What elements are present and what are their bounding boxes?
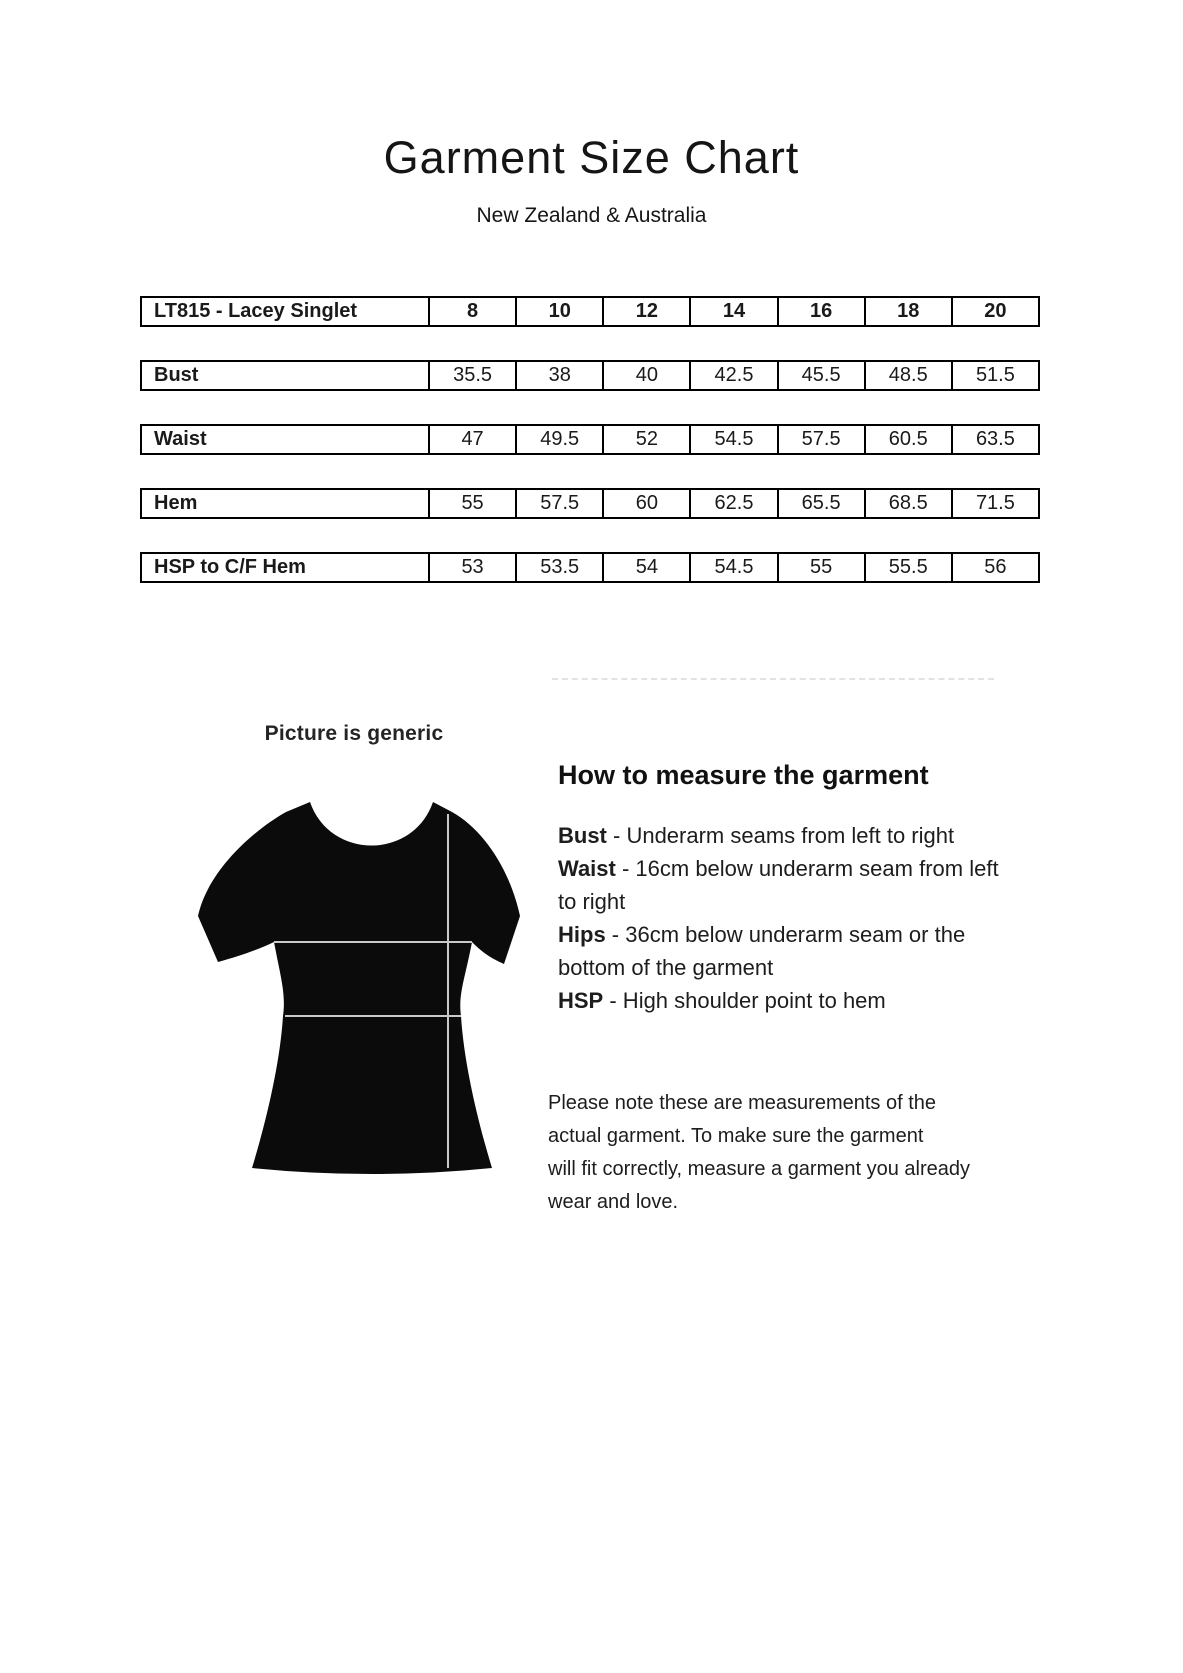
guide-term: Waist xyxy=(558,856,616,881)
measurement-value-cell: 55.5 xyxy=(864,554,951,581)
measure-note xyxy=(548,1087,1018,1219)
size-header-cell: 14 xyxy=(689,298,776,325)
measurement-value-cell: 53 xyxy=(428,554,515,581)
size-header-cell: 10 xyxy=(515,298,602,325)
measurement-value-cell: 57.5 xyxy=(777,426,864,453)
size-header-cell: 16 xyxy=(777,298,864,325)
measurement-label-cell: HSP to C/F Hem xyxy=(154,556,306,578)
guide-item xyxy=(558,922,965,980)
guide-description: - High shoulder point to hem xyxy=(603,988,886,1013)
measurement-value-cell: 65.5 xyxy=(777,490,864,517)
garment-figure xyxy=(178,722,530,1176)
measurement-value-cell: 54 xyxy=(602,554,689,581)
guide-item xyxy=(558,856,999,914)
measurement-value-cell: 54.5 xyxy=(689,426,776,453)
guide-term: Hips xyxy=(558,922,606,947)
note-line: will fit correctly, measure a garment you already xyxy=(548,1158,971,1180)
measurement-value-cell: 55 xyxy=(428,490,515,517)
measurement-value-cell: 47 xyxy=(428,426,515,453)
note-line: wear and love. xyxy=(548,1191,679,1213)
product-name-cell: LT815 - Lacey Singlet xyxy=(154,300,358,322)
size-chart-table xyxy=(140,296,1040,616)
measurement-value-cell: 54.5 xyxy=(689,554,776,581)
measurement-value-cell: 38 xyxy=(515,362,602,389)
measurement-value-cell: 68.5 xyxy=(864,490,951,517)
guide-item xyxy=(558,988,886,1013)
measurement-value-cell: 40 xyxy=(602,362,689,389)
measurement-value-cell: 49.5 xyxy=(515,426,602,453)
guide-term: HSP xyxy=(558,988,604,1013)
measurement-value-cell: 57.5 xyxy=(515,490,602,517)
measurement-label-cell: Hem xyxy=(154,492,198,514)
measurement-label-cell: Bust xyxy=(154,364,199,386)
tshirt-image xyxy=(182,754,526,1176)
measurement-value-cell: 51.5 xyxy=(951,362,1038,389)
note-line: Please note these are measurements of the xyxy=(548,1092,937,1114)
measurement-value-cell: 60 xyxy=(602,490,689,517)
size-header-cell: 12 xyxy=(602,298,689,325)
measurement-value-cell: 45.5 xyxy=(777,362,864,389)
measurement-value-cell: 62.5 xyxy=(689,490,776,517)
measurement-value-cell: 48.5 xyxy=(864,362,951,389)
measurement-value-cell: 35.5 xyxy=(428,362,515,389)
measure-guide-items xyxy=(558,819,1020,1017)
size-header-cell: 18 xyxy=(864,298,951,325)
note-line: actual garment. To make sure the garment xyxy=(548,1125,924,1147)
size-header-row xyxy=(140,296,1040,327)
size-header-cell: 20 xyxy=(951,298,1038,325)
measurement-value-cell: 63.5 xyxy=(951,426,1038,453)
measurement-label-cell: Waist xyxy=(154,428,207,450)
guide-term: Bust xyxy=(558,823,607,848)
measure-guide xyxy=(548,760,1018,1219)
measurement-value-cell: 71.5 xyxy=(951,490,1038,517)
measurement-row xyxy=(140,552,1040,583)
figure-caption: Picture is generic xyxy=(264,722,444,745)
measurement-row xyxy=(140,488,1040,519)
page-title: Garment Size Chart xyxy=(383,132,800,183)
measurement-row xyxy=(140,424,1040,455)
measurement-row xyxy=(140,360,1040,391)
tshirt-silhouette xyxy=(198,802,520,1174)
measurement-value-cell: 55 xyxy=(777,554,864,581)
guide-description: - 16cm below underarm seam from left to right xyxy=(558,856,999,914)
size-header-cell: 8 xyxy=(428,298,515,325)
measurement-value-cell: 56 xyxy=(951,554,1038,581)
measurement-value-cell: 52 xyxy=(602,426,689,453)
guide-item xyxy=(558,823,954,848)
measurement-value-cell: 53.5 xyxy=(515,554,602,581)
measurement-value-cell: 42.5 xyxy=(689,362,776,389)
page-subtitle: New Zealand & Australia xyxy=(476,204,707,227)
measurement-value-cell: 60.5 xyxy=(864,426,951,453)
measure-guide-heading: How to measure the garment xyxy=(558,760,929,790)
guide-description: - Underarm seams from left to right xyxy=(606,823,955,848)
faint-divider-line xyxy=(552,678,994,680)
guide-description: - 36cm below underarm seam or the bottom of the garment xyxy=(558,922,966,980)
